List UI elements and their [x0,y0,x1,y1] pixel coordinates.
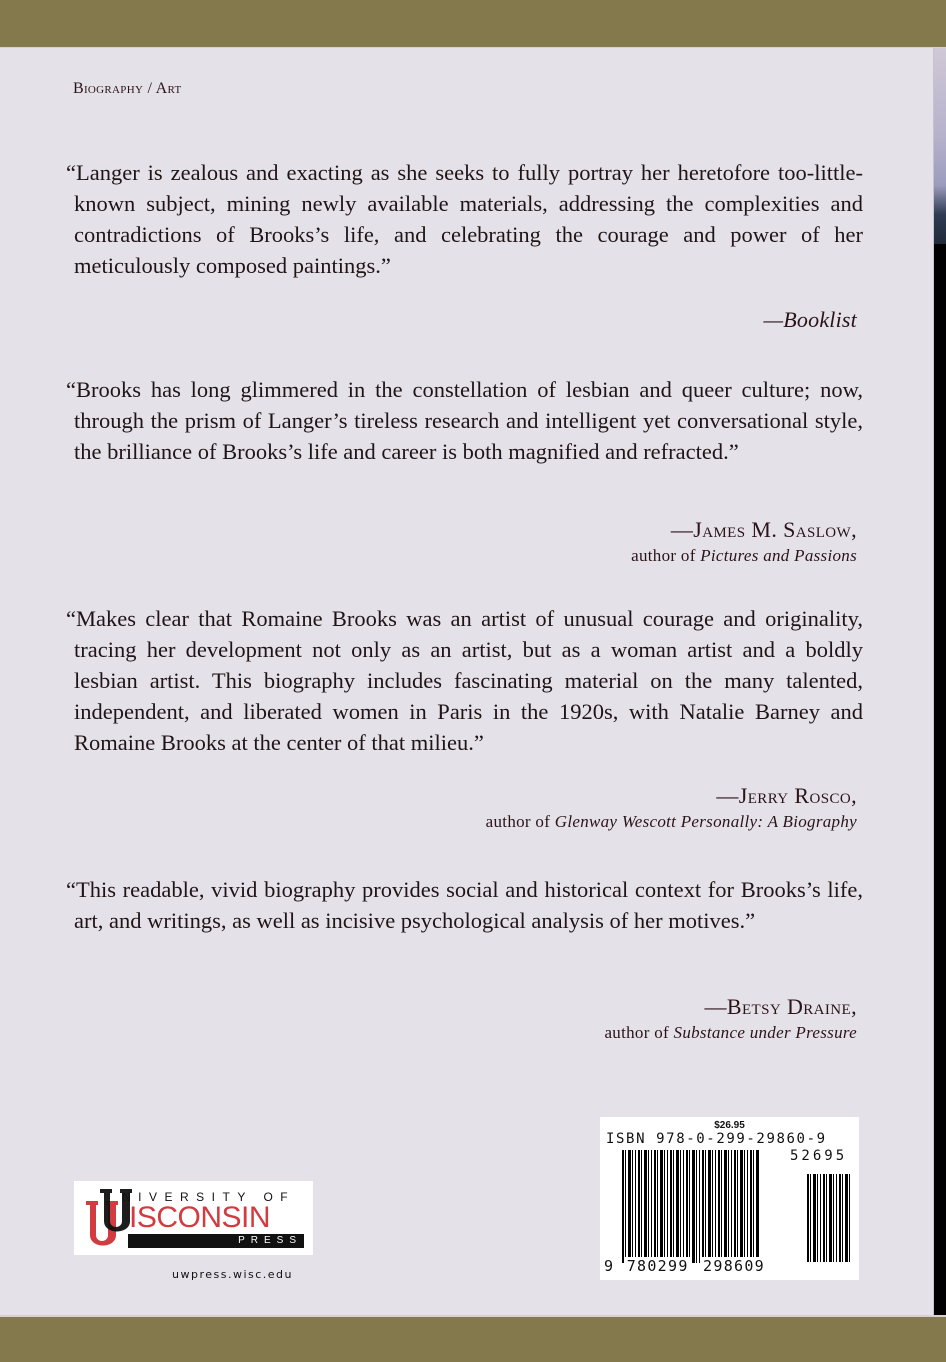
attribution-work [604,1021,857,1045]
blurb-attribution [764,306,857,334]
work-prefix: author of [631,546,701,565]
work-title: Glenway Wescott Personally: A Biography [554,812,857,831]
attribution-work [631,544,857,568]
logo-press: PRESS [128,1234,304,1248]
publisher-logo [74,1181,313,1255]
blurb-quote: “Brooks has long glimmered in the constellation of lesbian and queer culture; now, through the prism of Langer’s tireless research and intelligent yet conversational style, the brilliance of Brooks’s life and career is both magnified and refracted.” [66,377,863,464]
price-label: $26.95 [714,1120,745,1131]
attribution-name: —Betsy Draine, [704,994,857,1019]
work-prefix: author of [604,1023,674,1042]
attribution-work [486,810,857,834]
price-addon-number: 52695 [790,1148,848,1164]
ean-barcode-bars [622,1150,760,1263]
isbn-label: ISBN 978-0-299-29860-9 [606,1131,827,1147]
addon-barcode-bars [807,1174,852,1262]
top-color-band [0,0,946,48]
work-title: Substance under Pressure [673,1023,857,1042]
bottom-color-band [0,1315,946,1362]
work-title: Pictures and Passions [700,546,857,565]
blurb-quote: “This readable, vivid biography provides social and historical context for Brooks’s life, art, and writings, as well as incisive psychological analysis of her motives.” [66,877,863,933]
attribution-name: —James M. Saslow, [670,517,857,542]
ean-group-2: 298609 [703,1257,766,1275]
blurb-quote: “Makes clear that Romaine Brooks was an artist of unusual courage and originality, tracing her development not only as an artist, but as a woman artist and a boldly lesbian artist. This biography includes fascinating material on the many talented, independent, and liberated women in Paris in the 1920s, with Natalie Barney and Romaine Brooks at the center of that milieu.” [66,606,863,755]
ean-prefix: 9 [604,1257,615,1275]
ean-number [604,1257,767,1275]
spine-photo-fragment [934,48,946,244]
blurb-attribution [631,516,857,568]
attribution-name: —Booklist [763,307,857,332]
blurb-quote: “Langer is zealous and exacting as she seeks to fully portray her heretofore too-little-known subject, mining newly available materials, addressing the complexities and contradictions of Brooks’s life, and celebrating the courage and power of her meticulously composed paintings.” [66,160,863,278]
work-prefix: author of [485,812,555,831]
publisher-url: uwpress.wisc.edu [172,1268,294,1281]
category-label: Biography / Art [73,80,182,97]
blurb-attribution [486,782,857,834]
blurb-attribution [604,993,857,1045]
logo-wisconsin: ISCONSIN [129,1201,271,1234]
attribution-name: —Jerry Rosco, [716,783,857,808]
logo-university-of: NIVERSITY OF [122,1190,296,1204]
ean-group-1: 780299 [626,1257,689,1275]
isbn-barcode [600,1117,859,1280]
